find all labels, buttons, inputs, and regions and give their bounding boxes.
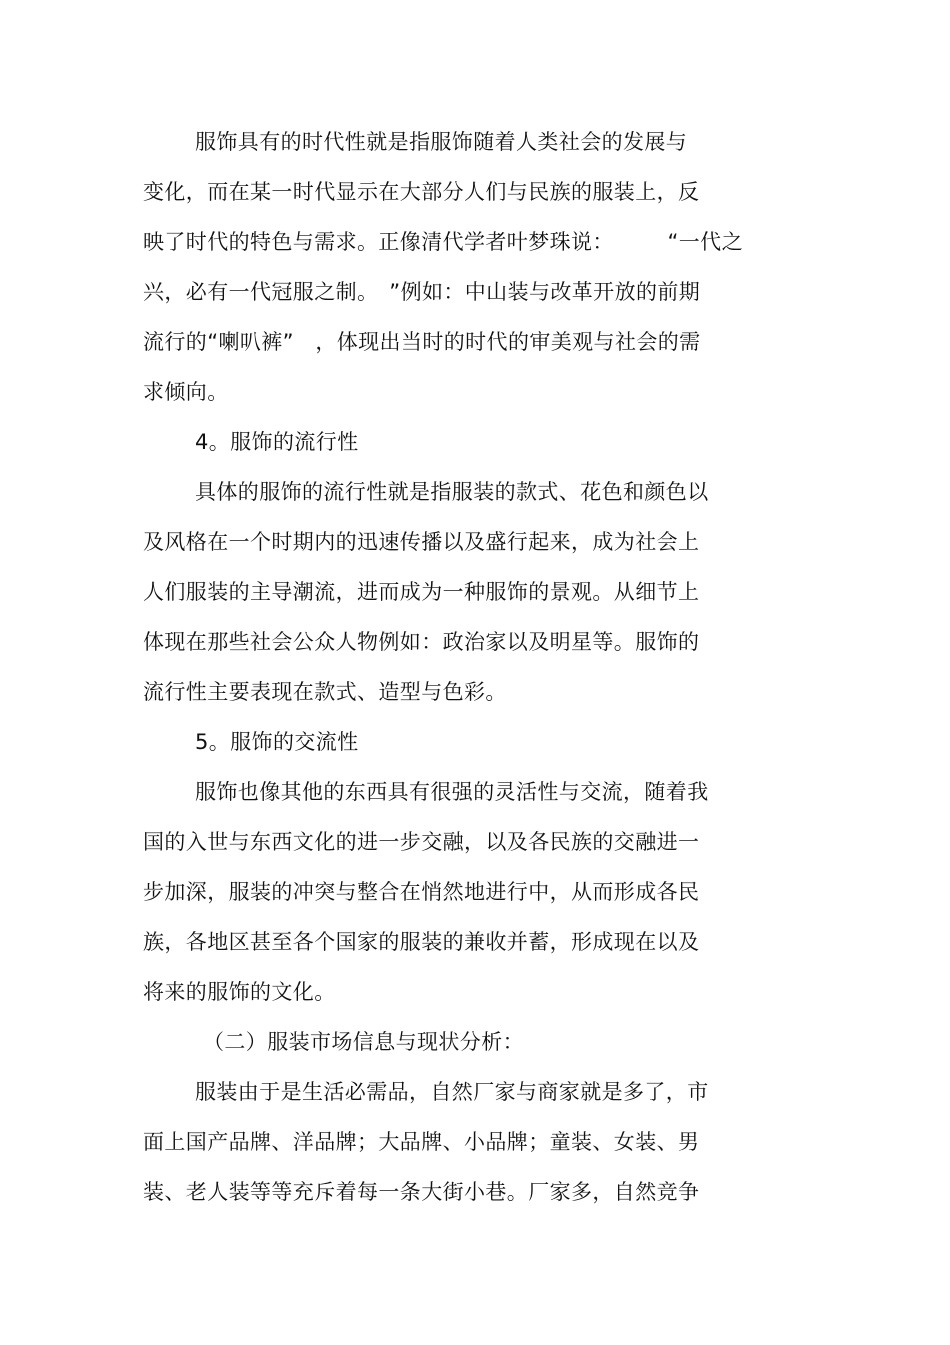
section-heading: 5。服饰的交流性 bbox=[195, 730, 359, 754]
section-heading: （二）服装市场信息与现状分析： bbox=[203, 1030, 524, 1054]
paragraph-line: 将来的服饰的文化。 bbox=[143, 980, 336, 1004]
paragraph-line: 装、老人装等等充斥着每一条大街小巷。厂家多，自然竞争 bbox=[143, 1180, 700, 1204]
paragraph-line: 具体的服饰的流行性就是指服装的款式、花色和颜色以 bbox=[195, 480, 709, 504]
paragraph-line: 族，各地区甚至各个国家的服装的兼收并蓄，形成现在以及 bbox=[143, 930, 700, 954]
paragraph-line: 面上国产品牌、洋品牌；大品牌、小品牌；童装、女装、男 bbox=[143, 1130, 700, 1154]
paragraph-line: 流行的“喇叭裤” ，体现出当时的时代的审美观与社会的需 bbox=[143, 330, 701, 354]
paragraph-line: 服饰具有的时代性就是指服饰随着人类社会的发展与 bbox=[195, 130, 688, 154]
section-heading: 4。服饰的流行性 bbox=[195, 430, 359, 454]
paragraph-line: 服装由于是生活必需品，自然厂家与商家就是多了，市 bbox=[195, 1080, 709, 1104]
paragraph-line: 人们服装的主导潮流，进而成为一种服饰的景观。从细节上 bbox=[143, 580, 700, 604]
paragraph-line: 服饰也像其他的东西具有很强的灵活性与交流，随着我 bbox=[195, 780, 709, 804]
paragraph-line: 映了时代的特色与需求。正像清代学者叶梦珠说： “一代之 bbox=[143, 230, 743, 254]
paragraph-line: 求倾向。 bbox=[143, 380, 229, 404]
paragraph-line: 体现在那些社会公众人物例如：政治家以及明星等。服饰的 bbox=[143, 630, 700, 654]
paragraph-line: 变化，而在某一时代显示在大部分人们与民族的服装上，反 bbox=[143, 180, 700, 204]
paragraph-line: 兴，必有一代冠服之制。 ”例如：中山装与改革开放的前期 bbox=[143, 280, 701, 304]
paragraph-line: 步加深，服装的冲突与整合在悄然地进行中，从而形成各民 bbox=[143, 880, 700, 904]
paragraph-line: 国的入世与东西文化的进一步交融，以及各民族的交融进一 bbox=[143, 830, 700, 854]
paragraph-line: 流行性主要表现在款式、造型与色彩。 bbox=[143, 680, 507, 704]
paragraph-line: 及风格在一个时期内的迅速传播以及盛行起来，成为社会上 bbox=[143, 530, 700, 554]
